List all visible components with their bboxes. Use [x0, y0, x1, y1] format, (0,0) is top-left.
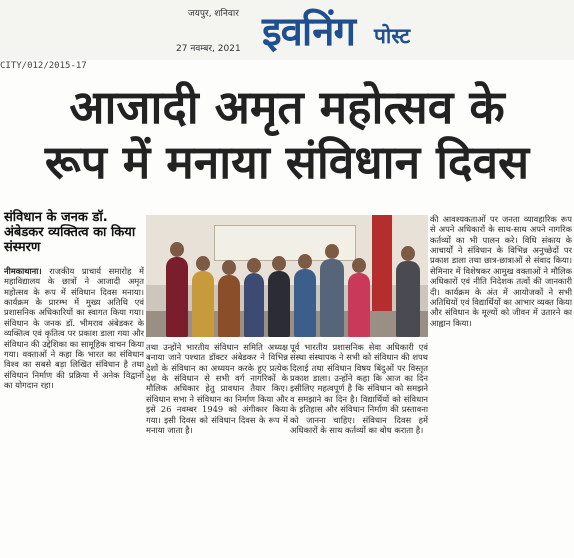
photo-person [396, 261, 420, 337]
article-column-1 [4, 266, 144, 556]
photo-person [268, 271, 290, 337]
photo-person [192, 271, 214, 337]
masthead [0, 0, 574, 60]
registration-number: CITY/012/2015-17 [0, 61, 87, 71]
article-column-2: तथा उन्होंने भारतीय संविधान समिति अध्यक्ष बनाया जाने पश्चात डॉक्टर अंबेडकर ने विभिन्न देशों के संविधान का अध्ययन करके हुए प्रत्येक देश के संविधान से सभी वर्ग नागरिकों के मौलिक अधिकार हेतु प्रावधान तैयार किए। संविधान सभा ने संविधान का निर्माण किया और इसे 26 नवम्बर 1949 को अंगीकार किया गया। इसी दिवस को संविधान दिवस के रूप में मनाया जाता है। [146, 342, 288, 435]
photo-person [320, 259, 344, 337]
photo-person [294, 269, 316, 337]
masthead-city: जयपुर, शनिवार [188, 9, 239, 19]
masthead-date: 27 नवम्बर, 2021 [176, 44, 241, 54]
dateline: नीमकाथाना। [4, 266, 42, 276]
article-column-3: पूर्व भारतीय प्रशासनिक सेवा अधिकारी एवं संस्था संस्थापक ने सभी को संविधान की शपथ दिलाई तथा संविधान विषय बिंदुओं पर विस्तृत प्रकाश डाला। उन्होंने कहा कि आज का दिन इसीलिए महत्वपूर्ण है कि संविधान को समझने व समझाने का दिन है। विद्यार्थियों को संविधान के इतिहास और संविधान निर्माण की प्रस्तावना को जानना चाहिए। संविधान दिवस हमें अधिकारों के साथ कर्तव्यों का बोध कराता है। [290, 342, 428, 435]
sub-headline: संविधान के जनक डॉ. अंबेडकर व्यक्तित्व का किया संस्मरण [4, 210, 136, 255]
photo-person [348, 273, 370, 337]
column-1-text: राजकीय प्राचार्य समारोह में महाविद्यालय के छात्रों ने आजादी अमृत महोत्सव के रूप में संविधान दिवस मनाया। कार्यक्रम के प्रारम्भ में मुख्य अतिथि एवं प्रशासनिक अधिकारियों का स्वागत किया गया। संविधान के जनक डॉ. भीमराव अंबेडकर के व्यक्तित्व एवं कृतित्व पर प्रकाश डाला गया और संविधान की उद्देशिका का सामूहिक वाचन किया गया। वक्ताओं ने कहा कि भारत का संविधान विश्व का सबसे बड़ा लिखित संविधान है तथा संविधान निर्माण की प्रक्रिया में अनेक विद्वानों का योगदान रहा। [4, 266, 144, 390]
newspaper-logo-tail: पोस्ट [374, 24, 411, 48]
event-photo [146, 215, 428, 337]
article-column-4: की आवश्यकताओं पर जनता व्यावहारिक रूप से अपने अधिकारों के साथ-साथ अपने नागरिक कर्तव्यों का भी पालन करे। विधि संकाय के आचार्यों ने संविधान के विभिन्न अनुच्छेदों पर प्रकाश डाला तथा छात्र-छात्राओं से संवाद किया। सेमिनार में विशेषकर आमुख वक्ताओं ने मौलिक अधिकारों एवं नीति निदेशक तत्वों की जानकारी दी। कार्यक्रम के अंत में आयोजकों ने सभी अतिथियों एवं विद्यार्थियों का आभार व्यक्त किया और संविधान के मूल्यों को जीवन में उतारने का आह्वान किया। [430, 214, 572, 328]
photo-person [244, 273, 264, 337]
photo-person [166, 257, 188, 337]
headline-line-2: रूप में मनाया संविधान दिवस [44, 135, 530, 189]
photo-person [218, 275, 240, 337]
newspaper-logo: इवनिंग [262, 9, 355, 55]
headline-line-1: आजादी अमृत महोत्सव के [69, 80, 505, 134]
